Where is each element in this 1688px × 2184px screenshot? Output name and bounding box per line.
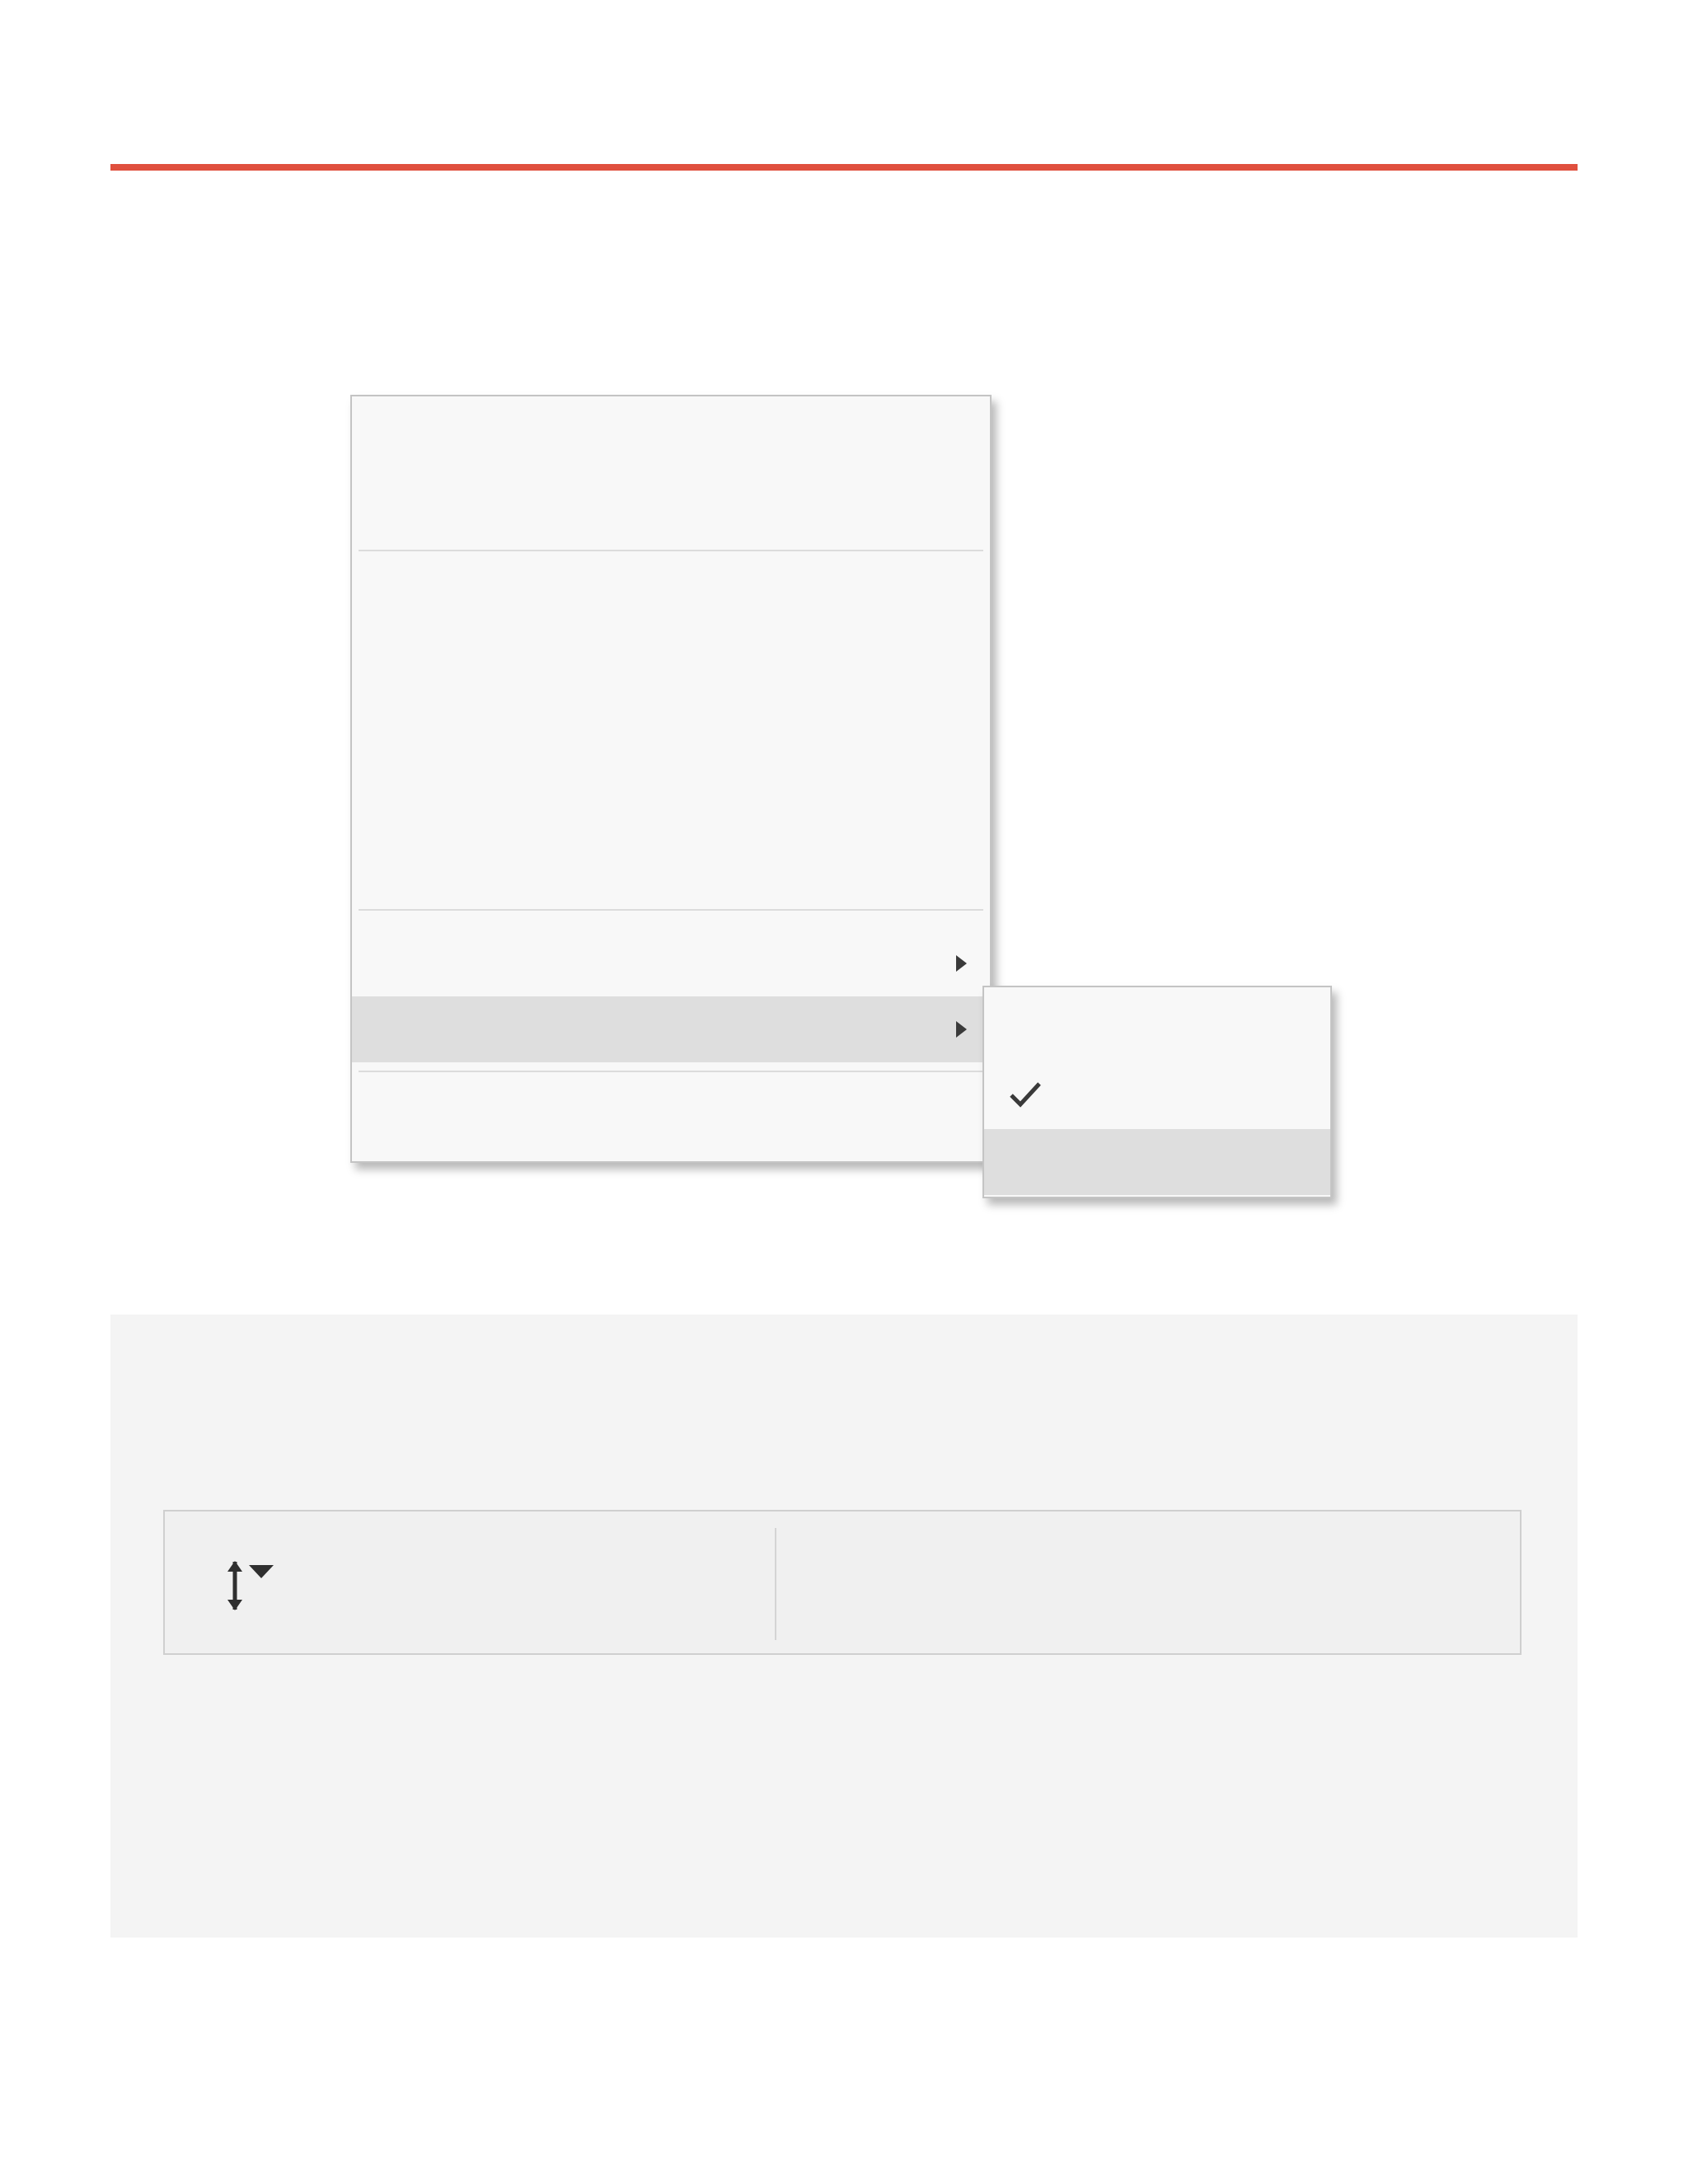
italic-button[interactable] <box>641 1546 717 1625</box>
menu-separator <box>359 1071 983 1072</box>
menu-item-paste-plain-text[interactable] <box>352 769 990 835</box>
menu-item-redo[interactable] <box>352 476 990 541</box>
menu-item-inspect[interactable] <box>352 1092 990 1158</box>
checkmark-icon <box>1009 1080 1042 1113</box>
menu-item-select-all[interactable] <box>352 835 990 901</box>
menu-item-copy[interactable] <box>352 637 990 703</box>
submenu-item-default[interactable] <box>984 997 1330 1063</box>
menu-item-cut[interactable] <box>352 571 990 637</box>
writing-direction-submenu <box>982 986 1332 1198</box>
bold-button[interactable] <box>345 1546 420 1625</box>
submenu-item-right-to-left[interactable] <box>984 1129 1330 1195</box>
font-size-button[interactable] <box>196 1546 305 1625</box>
submenu-item-left-to-right[interactable] <box>984 1063 1330 1129</box>
menu-item-spellcheck[interactable] <box>352 930 990 996</box>
toolbar-divider <box>775 1528 776 1640</box>
menu-item-writing-direction[interactable] <box>352 996 990 1062</box>
header-divider <box>110 164 1578 171</box>
formatting-toolbar <box>163 1510 1522 1655</box>
submenu-arrow-icon <box>956 955 967 972</box>
context-menu <box>350 395 992 1163</box>
menu-separator <box>359 909 983 911</box>
menu-item-undo[interactable] <box>352 410 990 476</box>
submenu-arrow-icon <box>956 1021 967 1038</box>
font-size-icon <box>226 1558 275 1613</box>
format-tools-panel <box>110 1315 1578 1938</box>
menu-separator <box>359 550 983 551</box>
menu-item-paste[interactable] <box>352 703 990 769</box>
